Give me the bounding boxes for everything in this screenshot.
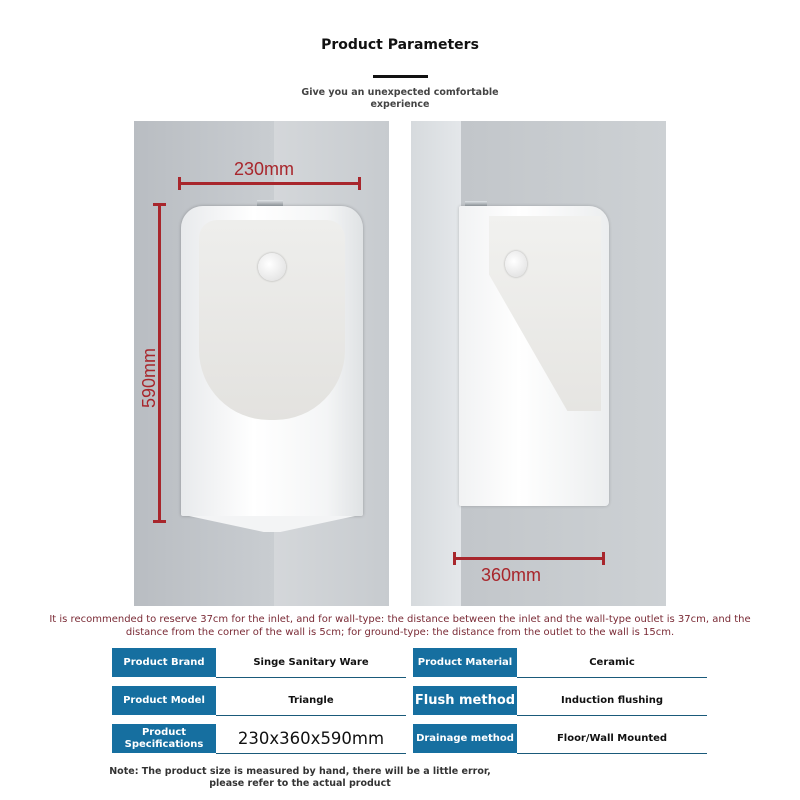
height-dimension-label: 590mm [139,347,159,408]
side-view-photo [411,121,666,606]
spec-label: Drainage method [413,724,517,753]
urinal-side-view [459,206,609,506]
urinal-front-view [181,206,363,516]
spec-value: Singe Sanitary Ware [216,648,406,678]
flush-valve [257,200,283,206]
sensor-button [505,251,527,277]
spec-row-brand [112,648,406,678]
installation-note: It is recommended to reserve 37cm for the inlet, and for wall-type: the distance between the inlet and the wall-type outlet is 37cm, and the distance from the corner of the wall is 5cm; for ground-type: the distance from the outlet to the wall is 15cm. [49,614,751,638]
wall-corner [411,121,461,606]
spec-label: Product Model [112,686,216,715]
page-subtitle: Give you an unexpected comfortable experience [301,87,499,110]
urinal-bowl [199,220,345,420]
footer-note: Note: The product size is measured by hand, there will be a little error, please refer to the actual product [109,766,491,789]
front-view-photo [134,121,389,606]
spec-label: Product Brand [112,648,216,677]
spec-label: Flush method [413,686,517,715]
spec-row-material [413,648,707,678]
page-title: Product Parameters [321,37,479,53]
urinal-inner [489,216,601,411]
spec-value: Floor/Wall Mounted [517,724,707,754]
spec-label: Product Material [413,648,517,677]
sensor-button [258,253,286,281]
spec-row-model [112,686,406,716]
flush-valve [465,201,487,206]
depth-dimension-line [453,557,605,560]
width-dimension-label: 230mm [234,159,295,179]
spec-value: Triangle [216,686,406,716]
spec-row-drainage-method [413,724,707,754]
width-dimension-line [178,182,361,185]
spec-value: Ceramic [517,648,707,678]
title-underline [373,75,428,78]
spec-value: Induction flushing [517,686,707,716]
spec-value: 230x360x590mm [216,724,406,754]
depth-dimension-label: 360mm [481,565,542,585]
spec-row-flush-method [413,686,707,716]
spec-row-specifications [112,724,406,754]
spec-label: Product Specifications [112,724,216,753]
